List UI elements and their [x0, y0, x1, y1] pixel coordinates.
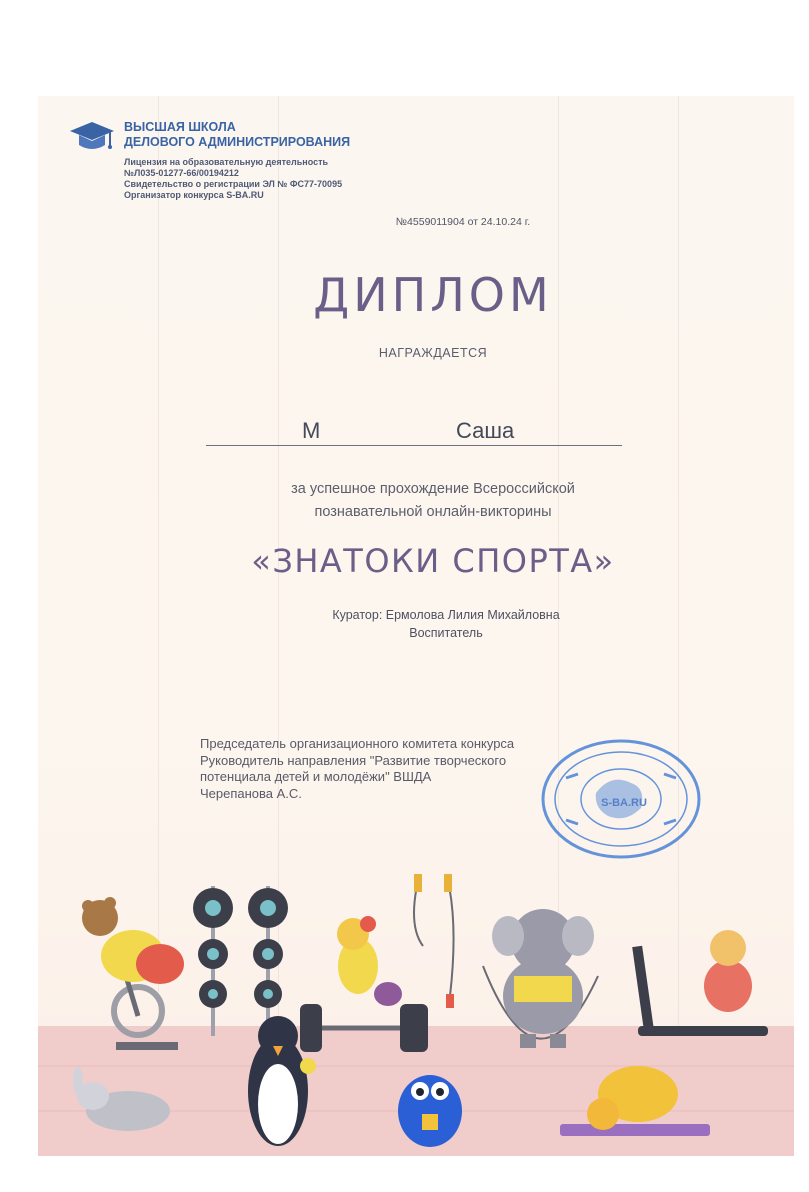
- awarded-label: НАГРАЖДАЕТСЯ: [378, 346, 488, 360]
- chairman-title-line-3: потенциала детей и молодёжи" ВШДА: [200, 769, 432, 784]
- curator-info: [38, 606, 794, 642]
- treadmill-illustration: [632, 930, 768, 1036]
- license-label: Лицензия на образовательную деятельность: [124, 157, 329, 167]
- chairman-title-line-2: Руководитель направления "Развитие творческого: [200, 752, 507, 768]
- organization-details: [124, 157, 464, 201]
- registration-certificate: Свидетельство о регистрации ЭЛ № ФС77-70095: [124, 179, 343, 189]
- contest-organizer: Организатор конкурса S-BA.RU: [124, 190, 264, 200]
- gym-illustration: [38, 866, 794, 1156]
- curator-name: Куратор: Ермолова Лилия Михайловна: [332, 608, 560, 622]
- organization-name-line-2: ДЕЛОВОГО АДМИНИСТРИРОВАНИЯ: [124, 135, 351, 149]
- award-reason: [38, 478, 794, 524]
- recipient-underline: [206, 445, 622, 446]
- award-reason-line-1: за успешное прохождение Всероссийской: [291, 481, 575, 497]
- graduation-cap-icon: [68, 118, 116, 158]
- license-number: №Л035-01277-66/00194212: [124, 168, 239, 178]
- organization-name-line-1: ВЫСШАЯ ШКОЛА: [124, 120, 236, 134]
- chairman-signature-block: [200, 736, 514, 802]
- curator-position: Воспитатель: [409, 626, 483, 640]
- document-number: №4559011904 от 24.10.24 г.: [395, 216, 531, 228]
- recipient-first-name: Саша: [456, 418, 515, 443]
- contest-name: «ЗНАТОКИ СПОРТА»: [251, 542, 615, 580]
- official-stamp: [536, 738, 706, 860]
- weight-rack-illustration: [193, 886, 288, 1036]
- chairman-title-line-1: Председатель организационного комитета конкурса: [200, 736, 515, 751]
- stamp-text: S-BA.RU: [601, 797, 647, 809]
- diploma-title: ДИПЛОМ: [313, 268, 553, 322]
- jump-ropes-illustration: [414, 874, 454, 1008]
- organization-name: [124, 120, 444, 150]
- chairman-name: Черепанова А.С.: [200, 785, 302, 801]
- bear-on-bike-illustration: [82, 897, 184, 1046]
- award-reason-line-2: познавательной онлайн-викторины: [314, 504, 552, 520]
- recipient-initial: М: [302, 418, 321, 443]
- diploma-sheet: [38, 96, 794, 1156]
- blue-monster-illustration: [398, 1075, 462, 1147]
